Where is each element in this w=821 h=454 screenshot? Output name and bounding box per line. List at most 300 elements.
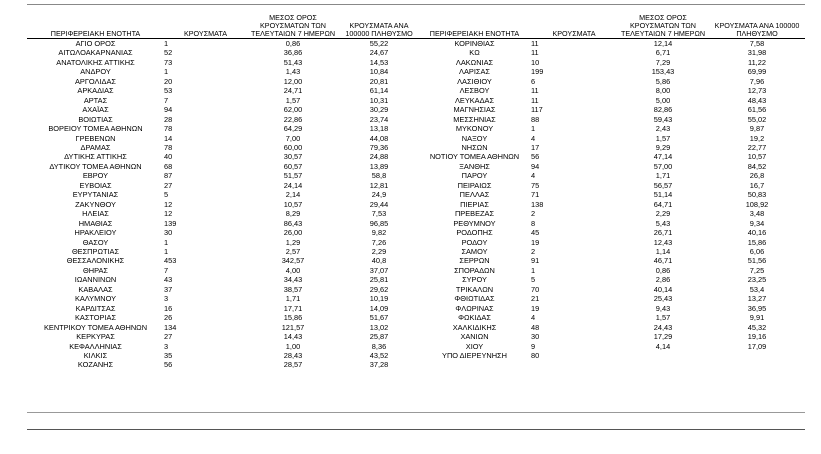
cases-cell: 52 xyxy=(164,48,173,58)
per100k-cell: 13,18 xyxy=(369,124,389,134)
cases-cell: 80 xyxy=(531,350,540,360)
table-row xyxy=(27,152,419,161)
per100k-cell: 13,02 xyxy=(369,322,389,332)
per100k-cell: 9,34 xyxy=(749,218,765,228)
per100k-cell: 7,96 xyxy=(749,76,765,86)
table-row xyxy=(418,275,805,284)
cases-cell: 1 xyxy=(164,237,169,247)
cases-cell: 9 xyxy=(531,341,536,351)
table-row xyxy=(418,162,805,171)
table-row xyxy=(418,285,805,294)
avg7-cell: 121,57 xyxy=(281,322,305,332)
cases-cell: 19 xyxy=(531,237,540,247)
per100k-cell: 7,58 xyxy=(749,39,765,48)
avg7-cell: 9,43 xyxy=(655,303,671,313)
per100k-cell: 44,08 xyxy=(369,133,389,143)
avg7-cell: 6,71 xyxy=(655,48,671,58)
per100k-cell xyxy=(709,351,805,360)
per100k-cell: 14,09 xyxy=(369,303,389,313)
cases-cell: 27 xyxy=(164,332,173,342)
per100k-cell: 48,43 xyxy=(747,95,767,105)
per100k-cell: 7,25 xyxy=(749,265,765,275)
unit-name-cell: ΒΟΙΩΤΙΑΣ xyxy=(78,114,113,124)
avg7-cell: 59,43 xyxy=(653,114,673,124)
unit-name-cell: ΝΑΞΟΥ xyxy=(461,133,488,143)
cases-cell: 8 xyxy=(531,218,536,228)
table-row xyxy=(418,143,805,152)
cases-cell: 4 xyxy=(531,171,536,181)
cases-cell: 4 xyxy=(531,133,536,143)
cases-cell: 11 xyxy=(531,48,539,58)
right-header-row xyxy=(418,12,805,39)
table-row xyxy=(418,124,805,133)
unit-name-cell: ΧΑΝΙΩΝ xyxy=(460,332,489,342)
unit-name-cell: ΕΥΒΟΙΑΣ xyxy=(79,180,112,190)
avg7-cell: 2,57 xyxy=(285,246,301,256)
cases-cell: 68 xyxy=(164,161,173,171)
table-row xyxy=(418,342,805,351)
table-row xyxy=(418,39,805,49)
avg7-cell: 60,00 xyxy=(283,142,303,152)
table-row xyxy=(27,105,419,114)
cases-cell: 75 xyxy=(531,180,540,190)
avg7-cell: 28,43 xyxy=(283,350,303,360)
left-header-row xyxy=(27,12,419,39)
top-rule xyxy=(27,4,805,5)
unit-name-cell: ΚΑΣΤΟΡΙΑΣ xyxy=(74,313,117,323)
unit-name-cell: ΣΑΜΟΥ xyxy=(461,246,488,256)
unit-name-cell: ΚΑΛΥΜΝΟΥ xyxy=(74,294,117,304)
per100k-cell: 25,87 xyxy=(369,332,389,342)
per100k-cell: 8,36 xyxy=(371,341,387,351)
table-row xyxy=(418,171,805,180)
per100k-cell: 61,56 xyxy=(747,105,767,115)
unit-name-cell: ΦΘΙΩΤΙΔΑΣ xyxy=(454,294,495,304)
per100k-cell: 24,67 xyxy=(369,48,389,58)
per100k-cell: 6,06 xyxy=(749,246,765,256)
unit-name-cell: ΑΡΚΑΔΙΑΣ xyxy=(77,86,114,96)
table-row xyxy=(418,219,805,228)
avg7-cell: 36,86 xyxy=(283,48,303,58)
per100k-cell: 30,29 xyxy=(369,105,389,115)
avg7-cell: 25,43 xyxy=(653,294,673,304)
per100k-cell: 43,52 xyxy=(369,350,389,360)
cases-cell: 73 xyxy=(164,57,173,67)
cases-cell: 71 xyxy=(531,190,540,200)
per100k-cell: 14,53 xyxy=(369,57,389,67)
per100k-cell: 10,19 xyxy=(369,294,389,304)
table-row xyxy=(27,181,419,190)
table-row xyxy=(27,323,419,332)
unit-name-cell: ΒΟΡΕΙΟΥ ΤΟΜΕΑ ΑΘΗΝΩΝ xyxy=(48,124,143,134)
table-row xyxy=(418,190,805,199)
table-row xyxy=(418,304,805,313)
per100k-cell: 23,25 xyxy=(747,275,767,285)
table-row xyxy=(27,228,419,237)
unit-name-cell: ΚΕΡΚΥΡΑΣ xyxy=(76,332,115,342)
per100k-cell: 12,73 xyxy=(747,86,767,96)
unit-name-cell: ΛΕΣΒΟΥ xyxy=(459,86,490,96)
cases-cell: 4 xyxy=(531,313,536,323)
avg7-cell: 30,57 xyxy=(283,152,303,162)
table-row xyxy=(27,266,419,275)
table-row xyxy=(418,105,805,114)
table-row xyxy=(27,342,419,351)
cases-cell: 5 xyxy=(164,190,169,200)
table-row xyxy=(418,58,805,67)
unit-name-cell: ΣΠΟΡΑΔΩΝ xyxy=(454,265,495,275)
per100k-cell: 31,98 xyxy=(747,48,767,58)
unit-name-cell: ΗΜΑΘΙΑΣ xyxy=(78,218,113,228)
cases-cell: 78 xyxy=(164,124,173,134)
table-row xyxy=(27,200,419,209)
unit-name-cell: ΑΡΤΑΣ xyxy=(83,95,108,105)
per100k-cell: 50,83 xyxy=(747,190,767,200)
unit-name-cell: ΛΕΥΚΑΔΑΣ xyxy=(454,95,495,105)
avg7-cell: 51,14 xyxy=(653,190,673,200)
header-per100k: ΚΡΟΥΣΜΑΤΑ ΑΝΑ 100000 ΠΛΗΘΥΣΜΟ xyxy=(339,12,419,39)
cases-cell: 14 xyxy=(164,133,173,143)
avg7-cell: 342,57 xyxy=(281,256,305,266)
avg7-cell: 8,00 xyxy=(655,86,671,96)
per100k-cell: 36,95 xyxy=(747,303,767,313)
table-row xyxy=(27,304,419,313)
avg7-cell: 1,57 xyxy=(655,313,671,323)
avg7-cell xyxy=(617,351,709,360)
cases-cell: 87 xyxy=(164,171,173,181)
cases-cell: 91 xyxy=(531,256,540,266)
unit-name-cell: ΘΕΣΣΑΛΟΝΙΚΗΣ xyxy=(66,256,125,266)
cases-cell: 1 xyxy=(164,39,169,48)
unit-name-cell: ΡΟΔΟΠΗΣ xyxy=(456,228,493,238)
bottom-rule xyxy=(27,429,805,430)
avg7-cell: 38,57 xyxy=(283,284,303,294)
unit-name-cell: ΕΒΡΟΥ xyxy=(82,171,109,181)
unit-name-cell: ΧΙΟΥ xyxy=(465,341,484,351)
table-end-rule xyxy=(27,412,805,413)
table-row xyxy=(27,48,419,57)
avg7-cell: 17,29 xyxy=(653,332,673,342)
avg7-cell: 7,29 xyxy=(655,57,671,67)
cases-cell: 40 xyxy=(164,152,173,162)
unit-name-cell: ΠΕΛΛΑΣ xyxy=(459,190,490,200)
table-row xyxy=(418,266,805,275)
avg7-cell: 14,43 xyxy=(283,332,303,342)
per100k-cell: 58,8 xyxy=(371,171,387,181)
cases-cell: 48 xyxy=(531,322,540,332)
table-row xyxy=(27,58,419,67)
unit-name-cell: ΔΡΑΜΑΣ xyxy=(80,142,111,152)
avg7-cell: 1,14 xyxy=(655,246,671,256)
avg7-cell: 4,00 xyxy=(285,265,301,275)
cases-cell: 17 xyxy=(531,142,540,152)
unit-name-cell: ΖΑΚΥΝΘΟΥ xyxy=(75,199,116,209)
unit-name-cell: ΛΑΡΙΣΑΣ xyxy=(459,67,490,77)
cases-cell: 88 xyxy=(531,114,540,124)
avg7-cell: 12,43 xyxy=(653,237,673,247)
unit-name-cell: ΑΡΓΟΛΙΔΑΣ xyxy=(75,76,116,86)
per100k-cell: 2,29 xyxy=(371,246,387,256)
per100k-cell: 29,44 xyxy=(369,199,389,209)
per100k-cell: 61,14 xyxy=(369,86,389,96)
left-table xyxy=(27,12,419,370)
table-row xyxy=(27,247,419,256)
table-row xyxy=(27,86,419,95)
avg7-cell: 28,57 xyxy=(283,360,303,370)
unit-name-cell: ΚΕΦΑΛΛΗΝΙΑΣ xyxy=(69,341,122,351)
unit-name-cell: ΑΝΑΤΟΛΙΚΗΣ ΑΤΤΙΚΗΣ xyxy=(56,57,135,67)
per100k-cell: 53,4 xyxy=(749,284,765,294)
table-row xyxy=(27,294,419,303)
avg7-cell: 1,00 xyxy=(285,341,301,351)
unit-name-cell: ΑΝΔΡΟΥ xyxy=(80,67,111,77)
unit-name-cell: ΚΙΛΚΙΣ xyxy=(83,350,108,360)
table-row xyxy=(27,209,419,218)
per100k-cell: 19,2 xyxy=(749,133,765,143)
cases-cell: 10 xyxy=(531,57,540,67)
avg7-cell: 1,57 xyxy=(655,133,671,143)
header-cases: ΚΡΟΥΣΜΑΤΑ xyxy=(531,12,617,39)
header-avg7: ΜΕΣΟΣ ΟΡΟΣ ΚΡΟΥΣΜΑΤΩΝ ΤΩΝ ΤΕΛΕΥΤΑΙΩΝ 7 ΗΜΕΡΩΝ xyxy=(617,12,709,39)
unit-name-cell: ΚΕΝΤΡΙΚΟΥ ΤΟΜΕΑ ΑΘΗΝΩΝ xyxy=(43,322,148,332)
table-row xyxy=(418,181,805,190)
avg7-cell: 40,14 xyxy=(653,284,673,294)
cases-cell: 1 xyxy=(531,124,536,134)
avg7-cell: 24,43 xyxy=(653,322,673,332)
table-row xyxy=(27,360,419,369)
unit-name-cell: ΑΧΑΪΑΣ xyxy=(82,105,109,115)
table-row xyxy=(418,209,805,218)
cases-cell: 3 xyxy=(164,341,169,351)
table-row xyxy=(418,323,805,332)
header-unit: ΠΕΡΙΦΕΡΕΙΑΚΗ ΕΝΟΤΗΤΑ xyxy=(27,12,164,39)
unit-name-cell: ΛΑΚΩΝΙΑΣ xyxy=(455,57,494,67)
table-row xyxy=(27,115,419,124)
per100k-cell: 10,57 xyxy=(747,152,767,162)
table-row xyxy=(418,238,805,247)
cases-cell: 70 xyxy=(531,284,540,294)
cases-cell: 199 xyxy=(531,67,544,77)
unit-name-cell: ΣΕΡΡΩΝ xyxy=(459,256,490,266)
table-row xyxy=(27,256,419,265)
cases-cell: 20 xyxy=(164,76,173,86)
cases-cell: 30 xyxy=(531,332,540,342)
per100k-cell: 37,28 xyxy=(369,360,389,370)
cases-cell: 12 xyxy=(164,199,173,209)
table-row xyxy=(27,143,419,152)
unit-name-cell: ΙΩΑΝΝΙΝΩΝ xyxy=(74,275,117,285)
cases-cell: 19 xyxy=(531,303,540,313)
cases-cell: 30 xyxy=(164,228,173,238)
unit-name-cell: ΜΥΚΟΝΟΥ xyxy=(455,124,494,134)
table-row xyxy=(27,238,419,247)
table-row xyxy=(418,48,805,57)
per100k-cell: 25,81 xyxy=(369,275,389,285)
cases-cell: 5 xyxy=(531,275,536,285)
cases-cell: 2 xyxy=(531,209,536,219)
unit-name-cell: ΜΕΣΣΗΝΙΑΣ xyxy=(453,114,496,124)
table-row xyxy=(418,294,805,303)
unit-name-cell: ΚΑΒΑΛΑΣ xyxy=(78,284,113,294)
per100k-cell: 51,67 xyxy=(369,313,389,323)
avg7-cell: 5,00 xyxy=(655,95,671,105)
unit-name-cell: ΠΙΕΡΙΑΣ xyxy=(460,199,489,209)
table-row xyxy=(418,351,805,360)
table-row xyxy=(418,77,805,86)
table-row xyxy=(418,115,805,124)
avg7-cell: 153,43 xyxy=(651,67,675,77)
table-row xyxy=(27,162,419,171)
per100k-cell: 3,48 xyxy=(749,209,765,219)
unit-name-cell: ΘΑΣΟΥ xyxy=(82,237,109,247)
per100k-cell: 20,81 xyxy=(369,76,389,86)
right-table-body xyxy=(418,39,805,361)
cases-cell: 28 xyxy=(164,114,173,124)
table-row xyxy=(27,124,419,133)
unit-name-cell: ΛΑΣΙΘΙΟΥ xyxy=(457,76,492,86)
avg7-cell: 5,86 xyxy=(655,76,671,86)
avg7-cell: 12,00 xyxy=(283,76,303,86)
avg7-cell: 8,29 xyxy=(285,209,301,219)
avg7-cell: 26,71 xyxy=(653,228,673,238)
per100k-cell: 40,16 xyxy=(747,228,767,238)
per100k-cell: 69,99 xyxy=(747,67,767,77)
avg7-cell: 7,00 xyxy=(285,133,301,143)
cases-cell: 11 xyxy=(531,95,539,105)
table-row xyxy=(418,313,805,322)
table-row xyxy=(27,332,419,341)
unit-name-cell: ΓΡΕΒΕΝΩΝ xyxy=(75,133,116,143)
table-row xyxy=(27,96,419,105)
per100k-cell: 55,22 xyxy=(369,39,389,48)
unit-name-cell: ΑΓΙΟ ΟΡΟΣ xyxy=(75,39,116,48)
table-row xyxy=(418,332,805,341)
unit-name-cell: ΚΟΖΑΝΗΣ xyxy=(77,360,114,370)
per100k-cell: 9,82 xyxy=(371,228,387,238)
table-row xyxy=(418,86,805,95)
table-row xyxy=(27,134,419,143)
avg7-cell: 34,43 xyxy=(283,275,303,285)
unit-name-cell: ΚΑΡΔΙΤΣΑΣ xyxy=(75,303,116,313)
avg7-cell: 62,00 xyxy=(283,105,303,115)
per100k-cell: 19,16 xyxy=(747,332,767,342)
cases-cell: 6 xyxy=(531,76,536,86)
unit-name-cell: ΔΥΤΙΚΗΣ ΑΤΤΙΚΗΣ xyxy=(64,152,127,162)
per100k-cell: 55,02 xyxy=(747,114,767,124)
cases-cell: 56 xyxy=(531,152,540,162)
per100k-cell: 17,09 xyxy=(747,341,767,351)
unit-name-cell: ΚΩ xyxy=(469,48,480,58)
avg7-cell: 60,57 xyxy=(283,161,303,171)
cases-cell: 27 xyxy=(164,180,173,190)
cases-cell: 11 xyxy=(531,39,539,48)
cases-cell: 1 xyxy=(164,246,169,256)
cases-cell: 2 xyxy=(531,246,536,256)
table-row xyxy=(27,351,419,360)
avg7-cell: 2,43 xyxy=(655,124,671,134)
unit-name-cell: ΞΑΝΘΗΣ xyxy=(459,161,490,171)
cases-cell: 7 xyxy=(164,95,169,105)
table-row xyxy=(418,67,805,76)
header-cases: ΚΡΟΥΣΜΑΤΑ xyxy=(164,12,247,39)
table-row xyxy=(27,275,419,284)
unit-name-cell: ΠΕΙΡΑΙΩΣ xyxy=(457,180,492,190)
avg7-cell: 2,86 xyxy=(655,275,671,285)
cases-cell: 139 xyxy=(164,218,177,228)
avg7-cell: 64,29 xyxy=(283,124,303,134)
per100k-cell: 84,52 xyxy=(747,161,767,171)
avg7-cell: 15,86 xyxy=(283,313,303,323)
avg7-cell: 86,43 xyxy=(283,218,303,228)
unit-name-cell: ΘΗΡΑΣ xyxy=(83,265,108,275)
cases-cell: 453 xyxy=(164,256,177,266)
avg7-cell: 22,86 xyxy=(283,114,303,124)
avg7-cell: 1,71 xyxy=(285,294,301,304)
avg7-cell: 82,86 xyxy=(653,105,673,115)
avg7-cell: 47,14 xyxy=(653,152,673,162)
avg7-cell: 1,71 xyxy=(655,171,671,181)
unit-name-cell: ΠΡΕΒΕΖΑΣ xyxy=(454,209,495,219)
unit-name-cell: ΘΕΣΠΡΩΤΙΑΣ xyxy=(71,246,120,256)
table-row xyxy=(27,313,419,322)
left-table-body xyxy=(27,39,419,370)
cases-cell: 94 xyxy=(164,105,173,115)
unit-name-cell: ΝΟΤΙΟΥ ΤΟΜΕΑ ΑΘΗΝΩΝ xyxy=(429,152,520,162)
per100k-cell: 79,36 xyxy=(369,142,389,152)
per100k-cell: 10,84 xyxy=(369,67,389,77)
cases-cell: 45 xyxy=(531,228,540,238)
cases-cell: 12 xyxy=(164,209,173,219)
avg7-cell: 1,43 xyxy=(285,67,301,77)
per100k-cell: 24,9 xyxy=(371,190,387,200)
avg7-cell: 57,00 xyxy=(653,161,673,171)
per100k-cell: 10,31 xyxy=(369,95,389,105)
cases-cell: 35 xyxy=(164,350,173,360)
per100k-cell: 40,8 xyxy=(371,256,387,266)
avg7-cell: 0,86 xyxy=(285,39,301,48)
avg7-cell: 0,86 xyxy=(655,265,671,275)
avg7-cell: 1,57 xyxy=(285,95,301,105)
per100k-cell: 11,22 xyxy=(748,57,766,67)
per100k-cell: 9,87 xyxy=(749,124,765,134)
cases-cell: 1 xyxy=(531,265,536,275)
avg7-cell: 2,14 xyxy=(285,190,301,200)
table-row xyxy=(418,228,805,237)
avg7-cell: 4,14 xyxy=(655,341,671,351)
cases-cell: 26 xyxy=(164,313,173,323)
avg7-cell: 12,14 xyxy=(653,39,673,48)
cases-cell: 117 xyxy=(531,105,543,115)
unit-name-cell: ΜΑΓΝΗΣΙΑΣ xyxy=(453,105,496,115)
unit-name-cell: ΕΥΡΥΤΑΝΙΑΣ xyxy=(72,190,119,200)
cases-cell: 7 xyxy=(164,265,169,275)
unit-name-cell: ΡΟΔΟΥ xyxy=(461,237,488,247)
avg7-cell: 1,29 xyxy=(285,237,301,247)
per100k-cell: 24,88 xyxy=(369,152,389,162)
per100k-cell: 7,53 xyxy=(371,209,387,219)
table-row xyxy=(27,190,419,199)
cases-cell: 138 xyxy=(531,199,544,209)
avg7-cell: 26,00 xyxy=(283,228,303,238)
avg7-cell: 2,29 xyxy=(655,209,671,219)
per100k-cell: 7,26 xyxy=(371,237,387,247)
table-row xyxy=(418,256,805,265)
avg7-cell: 10,57 xyxy=(283,199,303,209)
table-row xyxy=(27,285,419,294)
cases-cell: 16 xyxy=(164,303,173,313)
unit-name-cell: ΗΡΑΚΛΕΙΟΥ xyxy=(74,228,117,238)
per100k-cell: 23,74 xyxy=(369,114,389,124)
